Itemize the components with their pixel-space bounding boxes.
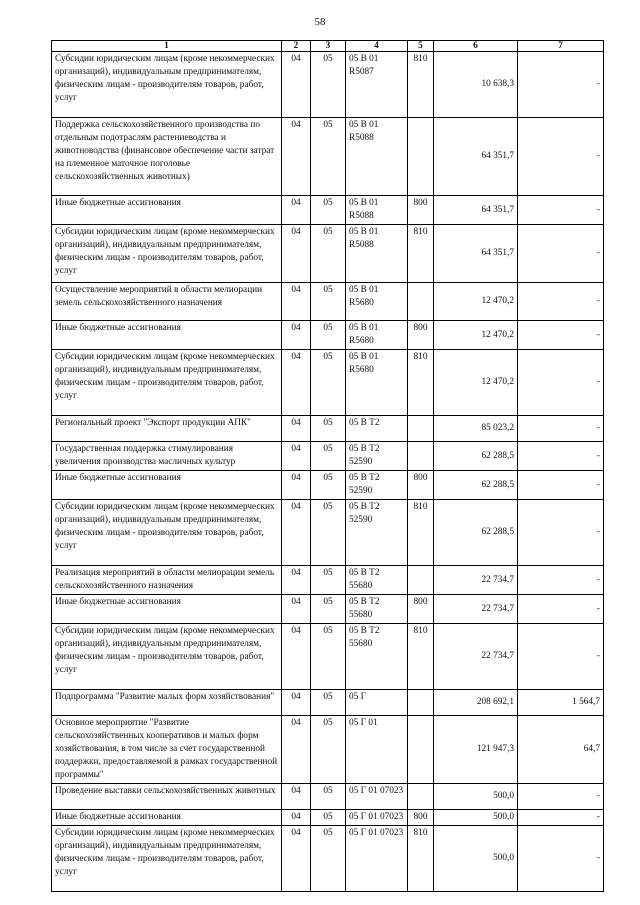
row-amount: 500,0 [434,826,518,892]
row-name: Иные бюджетные ассигнования [52,321,282,350]
row-section: 04 [282,826,311,892]
table-row [52,810,604,826]
row-section: 04 [282,283,311,321]
row-subsection: 05 [311,442,346,471]
row-amount-extra: - [518,225,604,283]
row-name: Субсидии юридическим лицам (кроме некоммерческих организаций), индивидуальным предпринимателям, физическим лицам - производителям товаров, работ, услуг [52,350,282,416]
row-amount: 22 734,7 [434,566,518,595]
row-target-code: 05 Г 01 [346,716,408,784]
row-name: Основное мероприятие "Развитие сельскохозяйственных кооперативов и малых форм хозяйствования, в том числе за счет государственной поддержки, предоставляемой в рамках государственной программы" [52,716,282,784]
row-amount-extra: - [518,595,604,624]
row-amount: 85 023,2 [434,416,518,442]
table-row [52,471,604,500]
row-amount: 64 351,7 [434,118,518,196]
row-amount-extra: - [518,283,604,321]
header-row [52,41,604,52]
row-section: 04 [282,784,311,810]
row-section: 04 [282,321,311,350]
table-row [52,690,604,716]
row-subsection: 05 [311,52,346,118]
row-subsection: 05 [311,716,346,784]
row-amount: 22 734,7 [434,595,518,624]
row-section: 04 [282,416,311,442]
table-row [52,716,604,784]
row-amount: 121 947,3 [434,716,518,784]
table-row [52,500,604,566]
row-section: 04 [282,690,311,716]
row-expense-type: 810 [408,52,434,118]
row-subsection: 05 [311,784,346,810]
row-expense-type: 800 [408,471,434,500]
table-row [52,225,604,283]
row-amount-extra: - [518,784,604,810]
row-section: 04 [282,500,311,566]
row-target-code: 05 В 01 R5680 [346,283,408,321]
row-target-code: 05 В Т2 55680 [346,595,408,624]
table-row [52,624,604,690]
row-expense-type: 800 [408,196,434,225]
row-name: Иные бюджетные ассигнования [52,471,282,500]
row-amount: 208 692,1 [434,690,518,716]
col-header-5: 5 [408,41,434,52]
row-target-code: 05 В 01 R5680 [346,350,408,416]
row-amount: 10 638,3 [434,52,518,118]
row-section: 04 [282,624,311,690]
row-target-code: 05 В 01 R5088 [346,225,408,283]
row-amount-extra: - [518,810,604,826]
row-amount-extra: - [518,118,604,196]
row-name: Субсидии юридическим лицам (кроме некоммерческих организаций), индивидуальным предпринимателям, физическим лицам - производителям товаров, работ, услуг [52,500,282,566]
col-header-6: 6 [434,41,518,52]
table-row [52,350,604,416]
row-target-code: 05 В Т2 55680 [346,624,408,690]
row-amount-extra: - [518,196,604,225]
row-amount-extra: - [518,826,604,892]
row-subsection: 05 [311,416,346,442]
row-target-code: 05 В Т2 52590 [346,442,408,471]
row-amount-extra: - [518,500,604,566]
row-amount-extra: 1 564,7 [518,690,604,716]
row-name: Проведение выставки сельскохозяйственных животных [52,784,282,810]
table-row [52,442,604,471]
budget-table [51,40,604,892]
row-subsection: 05 [311,118,346,196]
table-row [52,595,604,624]
row-expense-type [408,784,434,810]
row-name: Реализация мероприятий в области мелиорации земель сельскохозяйственного назначения [52,566,282,595]
row-amount: 12 470,2 [434,321,518,350]
row-expense-type: 810 [408,350,434,416]
row-expense-type [408,416,434,442]
row-section: 04 [282,52,311,118]
row-target-code: 05 В Т2 [346,416,408,442]
row-expense-type [408,283,434,321]
table-row [52,784,604,810]
row-amount-extra: - [518,321,604,350]
row-subsection: 05 [311,690,346,716]
row-subsection: 05 [311,624,346,690]
row-amount: 62 288,5 [434,442,518,471]
col-header-1: 1 [52,41,282,52]
row-subsection: 05 [311,350,346,416]
row-name: Субсидии юридическим лицам (кроме некоммерческих организаций), индивидуальным предпринимателям, физическим лицам - производителям товаров, работ, услуг [52,624,282,690]
row-expense-type [408,118,434,196]
row-target-code: 05 В Т2 52590 [346,500,408,566]
table-row [52,283,604,321]
row-name: Осуществление мероприятий в области мелиорации земель сельскохозяйственного назначения [52,283,282,321]
row-name: Иные бюджетные ассигнования [52,810,282,826]
row-target-code: 05 В 01 R5088 [346,196,408,225]
row-expense-type [408,716,434,784]
row-subsection: 05 [311,826,346,892]
row-amount-extra: - [518,471,604,500]
row-amount-extra: - [518,566,604,595]
row-expense-type [408,690,434,716]
col-header-2: 2 [282,41,311,52]
row-name: Иные бюджетные ассигнования [52,595,282,624]
row-amount: 62 288,5 [434,500,518,566]
row-name: Государственная поддержка стимулирования увеличения производства масличных культур [52,442,282,471]
row-subsection: 05 [311,500,346,566]
row-section: 04 [282,118,311,196]
table-row [52,118,604,196]
table-row [52,416,604,442]
table-row [52,826,604,892]
row-amount-extra: 64,7 [518,716,604,784]
row-name: Субсидии юридическим лицам (кроме некоммерческих организаций), индивидуальным предпринимателям, физическим лицам - производителям товаров, работ, услуг [52,225,282,283]
row-target-code: 05 В Т2 55680 [346,566,408,595]
row-amount: 64 351,7 [434,196,518,225]
row-amount-extra: - [518,52,604,118]
row-subsection: 05 [311,471,346,500]
table-row [52,566,604,595]
row-amount-extra: - [518,350,604,416]
row-subsection: 05 [311,321,346,350]
table-row [52,52,604,118]
row-amount-extra: - [518,624,604,690]
row-expense-type: 810 [408,225,434,283]
row-section: 04 [282,595,311,624]
row-expense-type: 810 [408,500,434,566]
row-target-code: 05 Г 01 07023 [346,826,408,892]
row-amount: 12 470,2 [434,350,518,416]
table-row [52,196,604,225]
row-section: 04 [282,471,311,500]
col-header-4: 4 [346,41,408,52]
row-subsection: 05 [311,225,346,283]
table-row [52,321,604,350]
row-amount: 500,0 [434,784,518,810]
row-name: Иные бюджетные ассигнования [52,196,282,225]
row-subsection: 05 [311,810,346,826]
page-number: 58 [314,16,326,28]
row-name: Субсидии юридическим лицам (кроме некоммерческих организаций), индивидуальным предпринимателям, физическим лицам - производителям товаров, работ, услуг [52,826,282,892]
row-subsection: 05 [311,566,346,595]
row-expense-type: 810 [408,624,434,690]
row-amount: 500,0 [434,810,518,826]
row-expense-type: 800 [408,321,434,350]
row-target-code: 05 В 01 R5680 [346,321,408,350]
row-target-code: 05 Г [346,690,408,716]
row-amount: 22 734,7 [434,624,518,690]
col-header-7: 7 [518,41,604,52]
row-section: 04 [282,716,311,784]
row-name: Региональный проект "Экспорт продукции АПК" [52,416,282,442]
row-name: Поддержка сельскохозяйственного производства по отдельным подотраслям растениеводства и животноводства (финансовое обеспечение части затрат на племенное маточное поголовье сельскохозяйственных животных) [52,118,282,196]
row-section: 04 [282,350,311,416]
row-subsection: 05 [311,283,346,321]
row-section: 04 [282,442,311,471]
row-subsection: 05 [311,595,346,624]
row-expense-type [408,566,434,595]
row-target-code: 05 Г 01 07023 [346,810,408,826]
row-target-code: 05 Г 01 07023 [346,784,408,810]
row-expense-type [408,442,434,471]
row-expense-type: 800 [408,595,434,624]
col-header-3: 3 [311,41,346,52]
row-target-code: 05 В 01 R5088 [346,118,408,196]
row-section: 04 [282,810,311,826]
row-subsection: 05 [311,196,346,225]
row-amount: 62 288,5 [434,471,518,500]
row-target-code: 05 В 01 R5087 [346,52,408,118]
row-section: 04 [282,225,311,283]
row-expense-type: 800 [408,810,434,826]
row-amount-extra: - [518,416,604,442]
row-name: Субсидии юридическим лицам (кроме некоммерческих организаций), индивидуальным предпринимателям, физическим лицам - производителям товаров, работ, услуг [52,52,282,118]
row-section: 04 [282,566,311,595]
row-expense-type: 810 [408,826,434,892]
row-name: Подпрограмма "Развитие малых форм хозяйствования" [52,690,282,716]
row-amount-extra: - [518,442,604,471]
row-target-code: 05 В Т2 52590 [346,471,408,500]
row-section: 04 [282,196,311,225]
row-amount: 12 470,2 [434,283,518,321]
row-amount: 64 351,7 [434,225,518,283]
